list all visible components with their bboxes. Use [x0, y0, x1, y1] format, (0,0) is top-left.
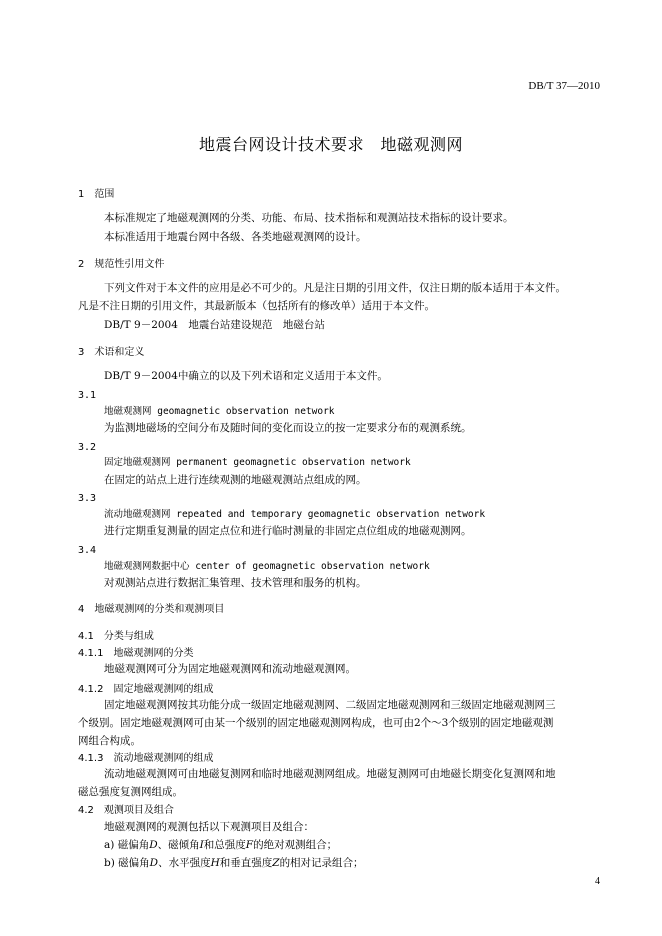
section-4-1-2-line-3: 网组合构成。 [78, 735, 141, 747]
section-4-2-intro: 地磁观测网的观测包括以下观测项目及组合： [104, 821, 314, 833]
section-1-para-2: 本标准适用于地震台网中各级、各类地磁观测网的设计。 [104, 231, 367, 243]
list-text: 和总强度 [203, 839, 246, 851]
list-text: 和垂直强度 [219, 857, 273, 869]
page-title: 地震台网设计技术要求 地磁观测网 [198, 135, 463, 154]
page-number: 4 [595, 876, 600, 887]
section-4-1-3-line-1: 流动地磁观测网可由地磁复测网和临时地磁观测网组成。地磁复测网可由地磁长期变化复测网和地 [104, 768, 556, 780]
section-2-reference: DB/T 9－2004 地震台站建设规范 地磁台站 [104, 319, 325, 331]
term-definition: 在固定的站点上进行连续观测的地磁观测站点组成的网。 [104, 474, 367, 486]
term-number: 3.3 [78, 493, 97, 504]
symbol-d: D [149, 839, 158, 851]
term-definition: 进行定期重复测量的固定点位和进行临时测量的非固定点位组成的地磁观测网。 [104, 525, 472, 537]
term-title: 地磁观测网 geomagnetic observation network [104, 406, 335, 417]
list-text: 的绝对观测组合； [253, 839, 338, 851]
term-title: 固定地磁观测网 permanent geomagnetic observation network [104, 457, 411, 468]
section-4-1-2-heading: 4.1.2 固定地磁观测网的组成 [78, 684, 214, 695]
list-item-b [104, 856, 364, 871]
section-4-1-1-text: 地磁观测网可分为固定地磁观测网和流动地磁观测网。 [104, 663, 356, 675]
list-text: 磁偏角 [118, 857, 150, 869]
list-label: b) [104, 857, 115, 869]
symbol-f: F [245, 839, 254, 851]
term-definition: 对观测站点进行数据汇集管理、技术管理和服务的机构。 [104, 577, 367, 589]
section-4-1-3-line-2: 磁总强度复测网组成。 [78, 786, 183, 798]
term-title: 流动地磁观测网 repeated and temporary geomagnetic observation network [104, 509, 486, 520]
section-4-1-2-line-2: 个级别。固定地磁观测网可由某一个级别的固定地磁观测网构成，也可由2个～3个级别的固定地磁观测 [78, 717, 554, 729]
section-4-heading: 4 地磁观测网的分类和观测项目 [78, 604, 225, 615]
section-1-para-1: 本标准规定了地磁观测网的分类、功能、布局、技术指标和观测站技术指标的设计要求。 [104, 212, 514, 224]
section-4-2-heading: 4.2 观测项目及组合 [78, 805, 174, 816]
section-2-para-line-1: 下列文件对于本文件的应用是必不可少的。凡是注日期的引用文件，仅注日期的版本适用于本文件。 [104, 282, 566, 294]
term-number: 3.2 [78, 442, 97, 453]
list-text: 的相对记录组合； [279, 857, 364, 869]
section-3-heading: 3 术语和定义 [78, 347, 145, 358]
section-4-1-2-line-1: 固定地磁观测网按其功能分成一级固定地磁观测网、二级固定地磁观测网和三级固定地磁观测网三 [104, 699, 556, 711]
symbol-d: D [149, 857, 159, 869]
section-2-para-line-2: 凡是不注日期的引用文件，其最新版本（包括所有的修改单）适用于本文件。 [78, 300, 435, 312]
section-4-1-3-heading: 4.1.3 流动地磁观测网的组成 [78, 753, 214, 764]
term-number: 3.4 [78, 545, 97, 556]
list-label: a) [104, 839, 115, 851]
list-text: 磁偏角 [117, 839, 150, 851]
list-text: 、磁倾角 [157, 839, 200, 851]
symbol-z: Z [272, 857, 280, 869]
symbol-h: H [210, 857, 220, 869]
list-item-a [104, 838, 337, 853]
section-3-intro: DB/T 9－2004中确立的以及下列术语和定义适用于本文件。 [104, 370, 388, 382]
section-2-heading: 2 规范性引用文件 [78, 259, 165, 270]
term-title: 地磁观测网数据中心 center of geomagnetic observation network [104, 561, 430, 572]
term-number: 3.1 [78, 390, 97, 401]
section-4-1-1-heading: 4.1.1 地磁观测网的分类 [78, 648, 194, 659]
symbol-i: I [199, 839, 204, 851]
section-1-heading: 1 范围 [78, 189, 115, 200]
section-4-1-heading: 4.1 分类与组成 [78, 631, 154, 642]
term-definition: 为监测地磁场的空间分布及随时间的变化而设立的按一定要求分布的观测系统。 [104, 422, 472, 434]
list-text: 、水平强度 [158, 857, 211, 869]
standard-code: DB/T 37—2010 [528, 80, 600, 92]
